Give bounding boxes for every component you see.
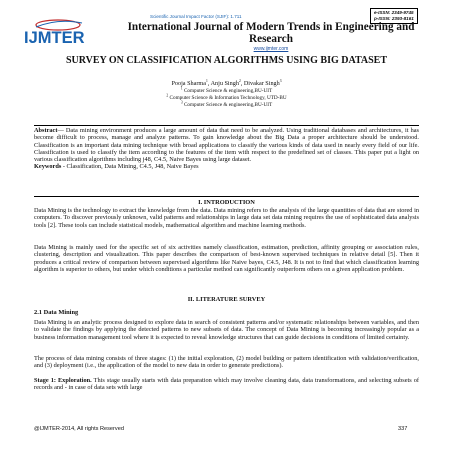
data-mining-paragraph-1: Data Mining is an analytic process designed to explore data in search of consistent patterns and/or systematic relationships between variables, and then to validate the findings by applying the detected patterns to new subsets of data. The concept of Data Mining is becoming increasingly popular as a business information management tool where it is expected to reveal knowledge structures that can guide decisions in conditions of limited certainty. — [34, 319, 419, 341]
footer-copyright: @IJMTER-2014, All rights Reserved — [34, 426, 124, 432]
paper-title: SURVEY ON CLASSIFICATION ALGORITHMS USING BIG DATASET — [65, 55, 387, 66]
intro-paragraph-1: Data Mining is the technology to extract the knowledge from the data. Data mining refers to the analysis of the large quantities of data that are stored in computers. To discover previously unknown, valid patterns and relationships in large data set data mining requires the use of sophisticated data analysis tools [2]. These tools can include statistical models, mathematical algorithm and machine learning methods. — [34, 207, 419, 229]
stage1-paragraph — [34, 377, 419, 392]
abstract-top-rule — [34, 125, 419, 126]
logo-text: IJMTER — [24, 29, 85, 46]
page-number: 337 — [398, 426, 408, 432]
journal-website[interactable]: www.ijmter.com — [253, 46, 289, 52]
affiliation-3: $^3$ Computer Science & engineering,BU-UIT — [180, 100, 273, 108]
abstract-text: — Data mining environment produces a large amount of data that need to be analyzed. Using traditional databases and architectures, it has become difficult to process, manage and analyze patterns. To gain knowledge about the Big Data a proper architecture should be understood. Classification is an important data mining technique with broad applications to classify the various kinds of data used in nearly every field of our life. Classification is used to classify the item according to the features of the item with respect to the predefined set of classes. This paper put a light on various classification algorithms including j48, C4.5, Naive Bayes using large dataset. — [34, 127, 419, 164]
issn-p: p-ISSN: 2393-8161 — [374, 16, 414, 21]
author-list: Pooja Sharma$^1$, Anju Singh$^2$, Divakar Singh$^3$ — [171, 78, 282, 87]
affiliations — [60, 88, 393, 109]
impact-factor: Scientific Journal Impact Factor (SJIF): 1.711 — [150, 14, 242, 19]
intro-paragraph-2: Data Mining is mainly used for the specific set of six activities namely classification, estimation, prediction, affinity grouping or association rules, clustering, description and visualization. This paper describes the comparison of best-known supervised techniques in relative detail [5]. Then it produces a critical review of comparison between supervised algorithms like Naive bayes, C4.5, J48. It is not to find that which classification learning algorithm is superior to others, but under which conditions a particular method can significantly outperform others on a given application problem. — [34, 244, 419, 273]
abstract — [34, 127, 419, 171]
keywords-text: - Classification, Data Mining, C4.5, J48, Naive Bayes — [61, 163, 199, 171]
author-3: Divakar Singh$^3$ — [243, 78, 282, 87]
affiliation-1: $^1$ Computer Science & engineering,BU-UIT — [180, 86, 273, 94]
stage1-label: Stage 1: Exploration. — [34, 377, 92, 384]
journal-title: International Journal of Modern Trends in Engineering and Research — [127, 21, 415, 45]
author-1: Pooja Sharma$^1$ — [171, 78, 208, 87]
data-mining-paragraph-2: The process of data mining consists of three stages: (1) the initial exploration, (2) model building or pattern identification with validation/verification, and (3) deployment (i.e., the application of the model to new data in order to generate predictions). — [34, 355, 419, 370]
affiliation-2: $^2$ Computer Science & Information Technology, UTD-BU — [166, 93, 287, 101]
literature-heading: II. LITERATURE SURVEY — [187, 296, 266, 303]
abstract-label: Abstract — [34, 127, 58, 134]
intro-heading: I. INTRODUCTION — [198, 199, 255, 206]
issn-e: e-ISSN: 2349-9745 — [374, 10, 414, 15]
data-mining-heading: 2.1 Data Mining — [34, 309, 79, 316]
keywords-label: Keywords — [34, 163, 62, 171]
journal-logo — [22, 16, 117, 46]
author-2: Anju Singh$^2$ — [210, 78, 241, 87]
abstract-bottom-rule — [34, 196, 419, 197]
stage1-text: This stage usually starts with data preparation which may involve cleaning data, data transformations, and selecting subsets of records and - in case of data sets with large — [34, 377, 419, 392]
